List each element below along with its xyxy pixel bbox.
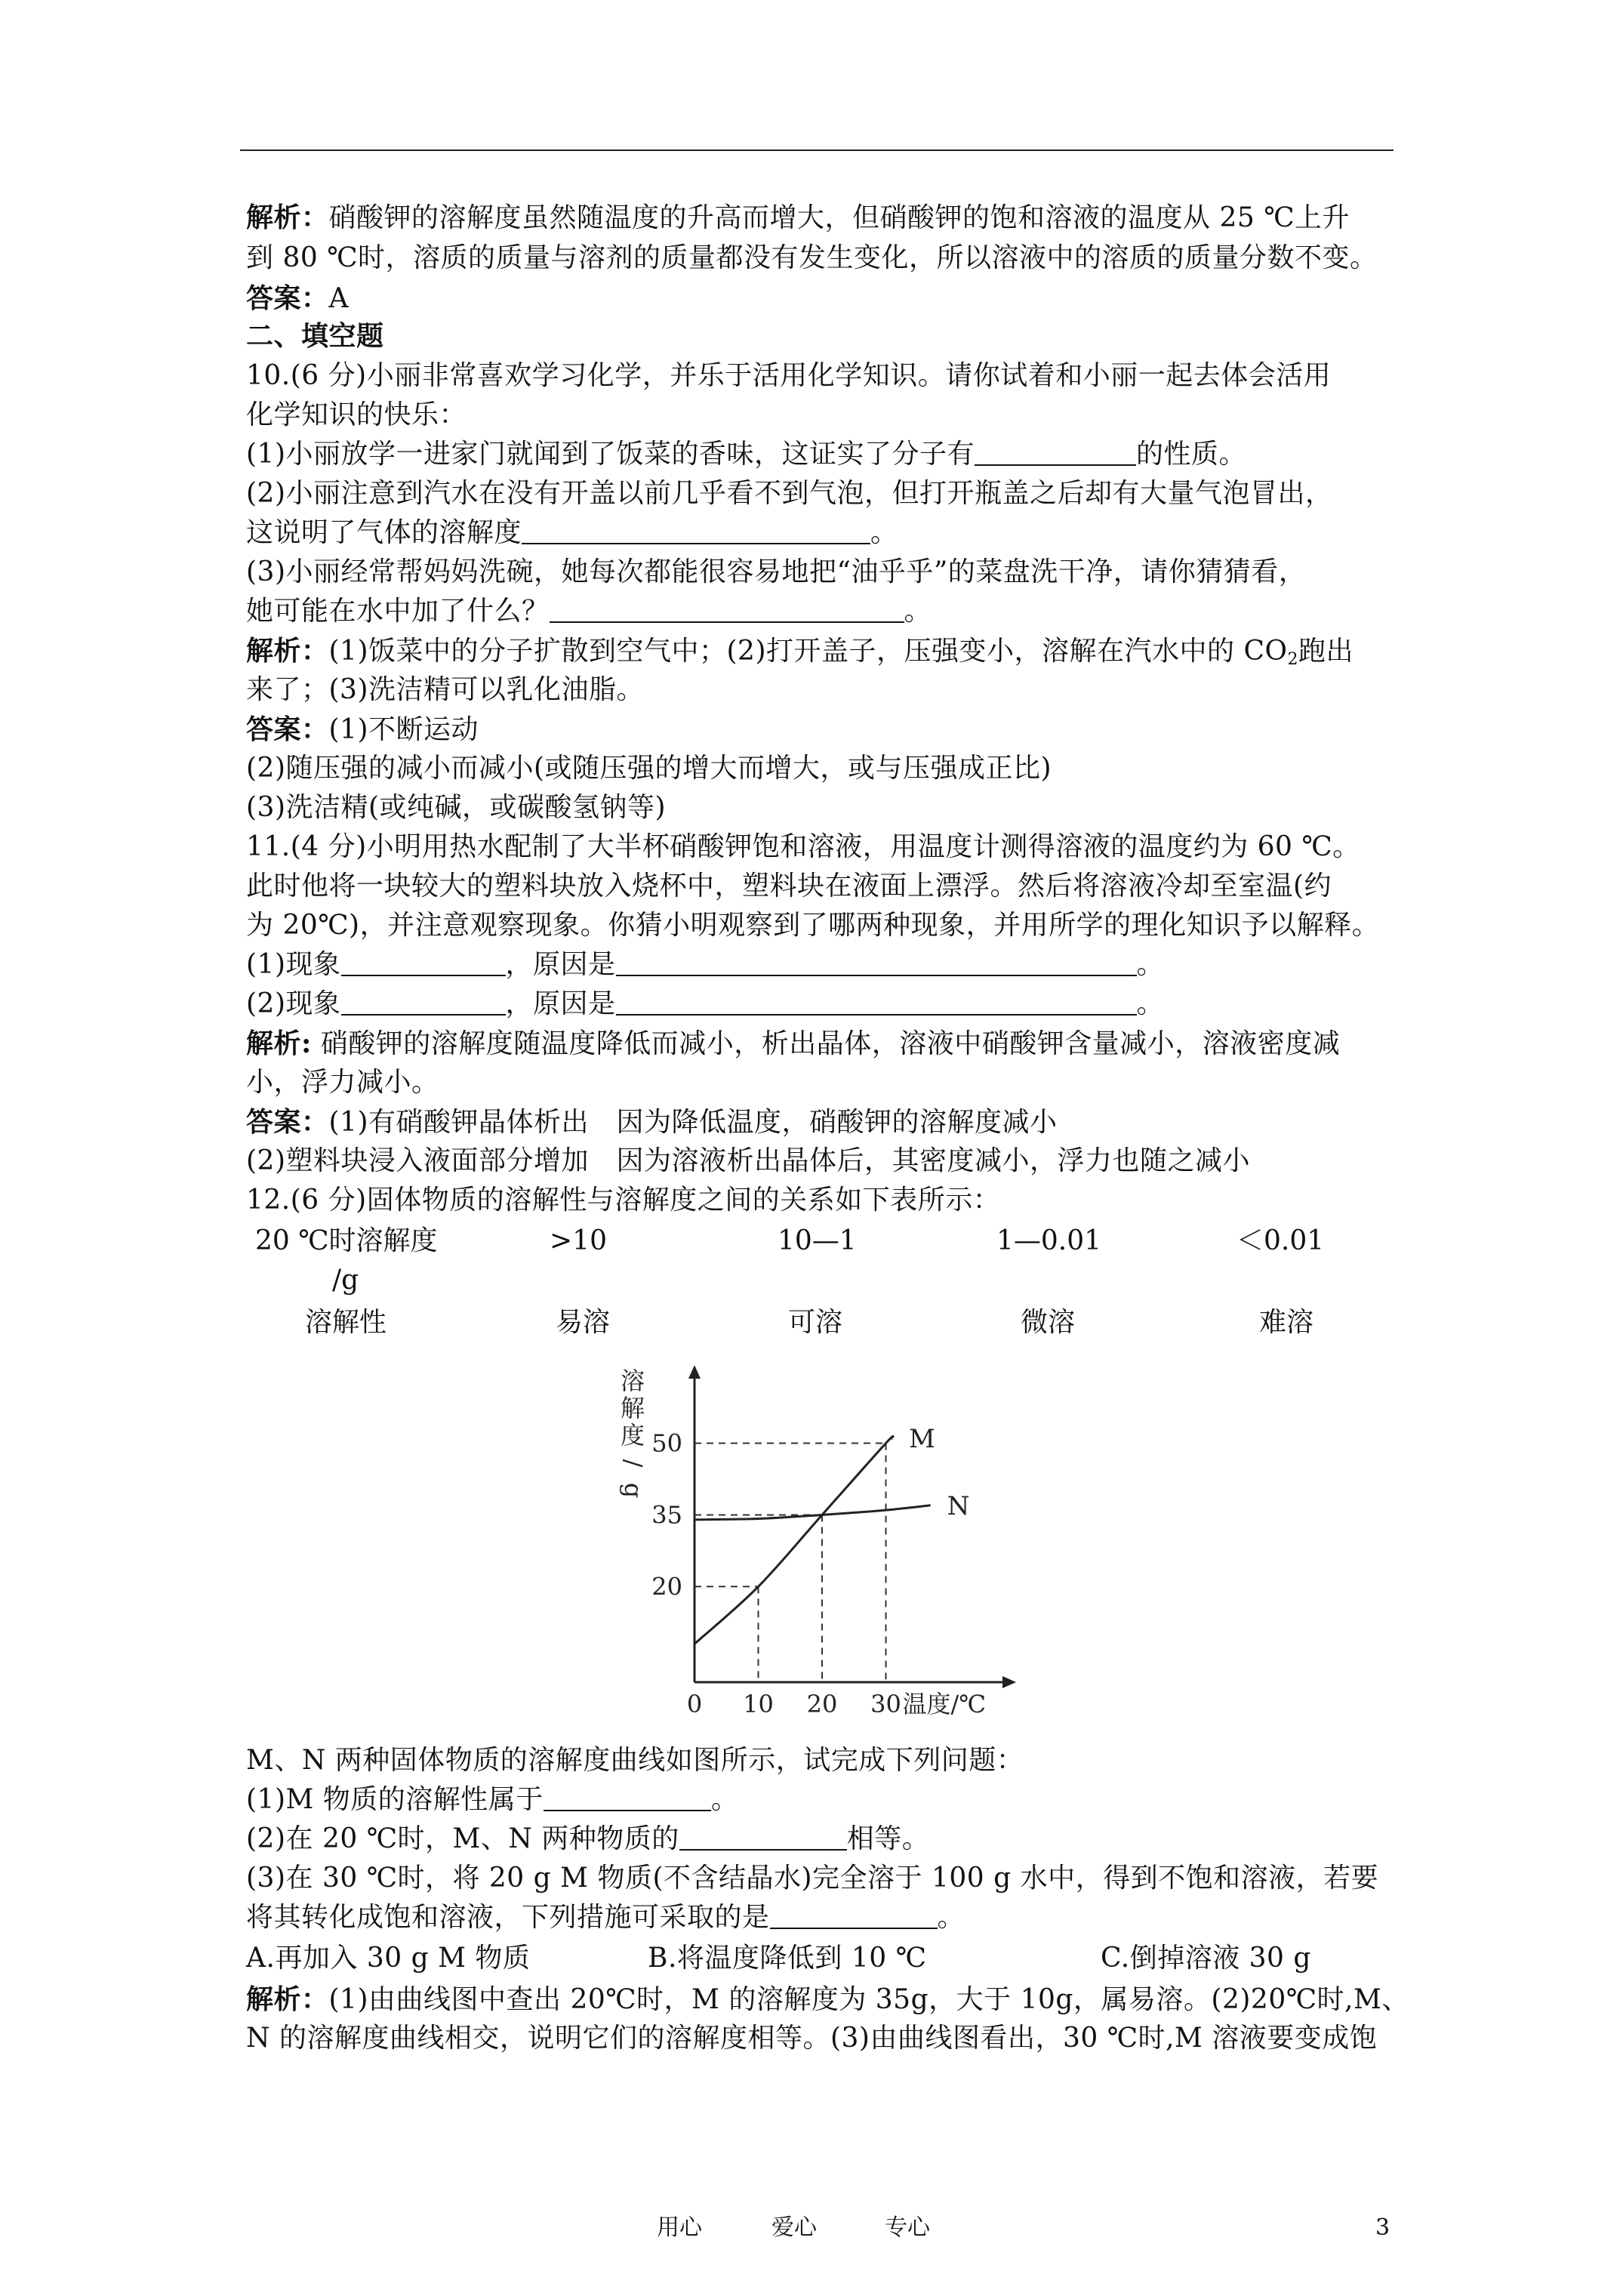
label: 解析： [246, 202, 329, 233]
text: ，原因是 [505, 949, 616, 980]
line [246, 871, 1332, 901]
line [246, 832, 1360, 862]
text: (2)现象 [246, 988, 341, 1019]
x-tick-label: 0 [686, 1690, 703, 1718]
text: 硝酸钾的溶解度虽然随温度的升高而增大，但硝酸钾的饱和溶液的温度从 25 ℃上升 [328, 202, 1350, 233]
text: 12.(6 分)固体物质的溶解性与溶解度之间的关系如下表所示： [246, 1185, 1001, 1216]
line [246, 2023, 1377, 2054]
text: 。 [1136, 988, 1165, 1019]
answer-blank[interactable] [544, 1787, 711, 1811]
line [246, 243, 1377, 273]
y-axis-label-char: 度 [620, 1421, 645, 1450]
table-row-label: 溶解性 [305, 1307, 387, 1338]
chart-guides [694, 1444, 886, 1683]
footer-item: 爱心 [771, 2214, 817, 2241]
line [246, 989, 1164, 1019]
label: 答案： [246, 282, 329, 314]
text: (1)有硝酸钾晶体析出 因为降低温度，硝酸钾的溶解度减小 [328, 1107, 1058, 1138]
answer-blank[interactable] [770, 1905, 938, 1929]
text: 。 [710, 1784, 739, 1815]
x-axis-label: 温度/℃ [902, 1690, 987, 1718]
answer-blank[interactable] [616, 952, 1137, 976]
text: 硝酸钾的溶解度随温度降低而减小，析出晶体，溶液中硝酸钾含量减小，溶液密度减 [311, 1028, 1341, 1059]
y-tick-label: 50 [651, 1428, 682, 1458]
x-tick-label: 30 [870, 1690, 901, 1718]
text: 化学知识的快乐： [246, 399, 467, 430]
text: A [328, 283, 350, 314]
text: (1)饭菜中的分子扩散到空气中；(2)打开盖子，压强变小，溶解在汽水中的 CO [328, 636, 1288, 667]
y-axis-label-char: 解 [620, 1394, 645, 1422]
text: (2)小丽注意到汽水在没有开盖以前几乎看不到气泡，但打开瓶盖之后却有大量气泡冒出， [246, 478, 1333, 509]
chart-series [694, 1436, 931, 1644]
table-cell: 易溶 [556, 1307, 611, 1338]
option-c: C.倒掉溶液 30 g [1101, 1943, 1311, 1974]
y-axis-arrow [688, 1365, 701, 1379]
line [246, 439, 1246, 470]
text: 为 20℃)，并注意观察现象。你猜小明观察到了哪两种现象，并用所学的理化知识予以解释。 [246, 910, 1380, 941]
text: (3)在 30 ℃时，将 20 g M 物质(不含结晶水)完全溶于 100 g 水中，得到不饱和溶液，若要 [246, 1863, 1379, 1894]
line [246, 793, 666, 823]
text: 将其转化成饱和溶液，下列措施可采取的是 [246, 1902, 770, 1933]
label: 解析： [246, 635, 329, 667]
text: 。 [937, 1902, 965, 1933]
text: 。 [870, 517, 898, 548]
line [246, 714, 479, 745]
text: 来了；(3)洗洁精可以乳化油脂。 [246, 674, 644, 705]
footer-item: 用心 [657, 2214, 702, 2241]
table-cell: 1—0.01 [996, 1225, 1102, 1256]
line [246, 557, 1306, 587]
line [246, 1146, 1250, 1176]
y-axis-label-char: g [619, 1482, 648, 1499]
option-b: B.将温度降低到 10 ℃ [648, 1943, 927, 1974]
line [246, 1107, 1058, 1138]
line [246, 1185, 1000, 1216]
line [246, 518, 898, 548]
text: 的性质。 [1136, 439, 1247, 470]
text: 11.(4 分)小明用热水配制了大半杯硝酸钾饱和溶液，用温度计测得溶液的温度约为 60 ℃。 [246, 831, 1360, 862]
y-tick-label: 20 [651, 1572, 682, 1601]
y-tick-label: 35 [651, 1500, 682, 1530]
text: (1)小丽放学一进家门就闻到了饭菜的香味，这证实了分子有 [246, 439, 975, 470]
solubility-chart [574, 1359, 1042, 1737]
line [246, 675, 644, 705]
text: 10.(6 分)小丽非常喜欢学习化学，并乐于活用化学知识。请你试着和小丽一起去体会活用 [246, 360, 1332, 391]
label: 解析： [246, 1983, 329, 2015]
text: (2)随压强的减小而减小(或随压强的增大而增大，或与压强成正比) [246, 753, 1052, 784]
line [246, 911, 1379, 941]
x-tick-label: 10 [743, 1690, 774, 1718]
y-axis-label-char: 溶 [620, 1367, 645, 1395]
page-number: 3 [1375, 2214, 1390, 2241]
subscript: 2 [1287, 650, 1299, 669]
line [246, 400, 467, 430]
text: (2)在 20 ℃时，M、N 两种物质的 [246, 1823, 679, 1854]
table-cell: ＜0.01 [1236, 1225, 1325, 1256]
line [246, 1785, 738, 1815]
text: ，原因是 [505, 988, 616, 1019]
text: 。 [904, 596, 932, 627]
header-rule [240, 149, 1394, 151]
text: (1)由曲线图中查出 20℃时，M 的溶解度为 35g，大于 10g，属易溶。(2)20℃时,M、 [328, 1984, 1409, 2015]
x-tick-label: 20 [806, 1690, 838, 1718]
line [246, 1746, 1024, 1776]
line [246, 202, 1350, 233]
line [246, 1028, 1340, 1059]
answer-blank[interactable] [616, 991, 1137, 1015]
y-axis-label-char: / [619, 1459, 648, 1468]
line [246, 1903, 965, 1933]
table-cell: 可溶 [788, 1307, 843, 1338]
table-cell: 难溶 [1259, 1307, 1314, 1338]
line [246, 1068, 439, 1098]
series-line-M [694, 1436, 893, 1644]
series-label-N: N [947, 1490, 970, 1521]
line [246, 1863, 1378, 1894]
text: 。 [1136, 949, 1165, 980]
line [246, 754, 1052, 784]
answer-blank[interactable] [341, 952, 506, 976]
text: M、N 两种固体物质的溶解度曲线如图所示，试完成下列问题： [246, 1745, 1024, 1776]
text: N 的溶解度曲线相交，说明它们的溶解度相等。(3)由曲线图看出，30 ℃时,M 溶液要变成饱 [246, 2023, 1378, 2054]
x-axis-arrow [1002, 1676, 1016, 1688]
chart-axes [688, 1365, 1016, 1688]
series-label-M: M [908, 1424, 935, 1455]
table-header-unit: /g [332, 1265, 359, 1296]
label: 二、填空题 [246, 320, 384, 352]
line [246, 1824, 929, 1854]
text: 此时他将一块较大的塑料块放入烧杯中，塑料块在液面上漂浮。然后将溶液冷却至室温(约 [246, 871, 1332, 901]
line [246, 1984, 1409, 2015]
table-cell: 微溶 [1021, 1307, 1076, 1338]
text: 到 80 ℃时，溶质的质量与溶剂的质量都没有发生变化，所以溶液中的溶质的质量分数不变。 [246, 242, 1378, 273]
text: (1)M 物质的溶解性属于 [246, 1784, 544, 1815]
text: 她可能在水中加了什么？ [246, 596, 550, 627]
footer-item: 专心 [885, 2214, 930, 2241]
table-cell: >10 [550, 1225, 607, 1256]
option-a: A.再加入 30 g M 物质 [246, 1943, 531, 1974]
options-line [246, 1943, 1311, 1974]
answer-blank[interactable] [975, 442, 1136, 466]
text: (2)塑料块浸入液面部分增加 因为溶液析出晶体后，其密度减小，浮力也随之减小 [246, 1145, 1250, 1176]
text: 相等。 [846, 1823, 930, 1854]
table-cell: 10—1 [778, 1225, 857, 1256]
line [246, 636, 1354, 675]
table-header-label: 20 ℃时溶解度 [255, 1225, 438, 1256]
text: 小，浮力减小。 [246, 1067, 439, 1098]
line [246, 361, 1331, 391]
answer-blank[interactable] [341, 991, 506, 1015]
line [246, 479, 1333, 509]
answer-blank[interactable] [679, 1826, 847, 1851]
text: 这说明了气体的溶解度 [246, 517, 522, 548]
series-line-N [694, 1505, 931, 1520]
text: (1)不断运动 [328, 714, 479, 745]
text: (3)洗洁精(或纯碱，或碳酸氢钠等) [246, 792, 667, 823]
line [246, 283, 349, 314]
answer-blank[interactable] [550, 599, 904, 623]
label: 答案： [246, 713, 329, 745]
label: 答案： [246, 1106, 329, 1138]
text: 跑出 [1298, 636, 1354, 667]
line [246, 950, 1164, 980]
text: (3)小丽经常帮妈妈洗碗，她每次都能很容易地把“油乎乎”的菜盘洗干净，请你猜猜看， [246, 556, 1307, 587]
section-heading [246, 321, 384, 352]
chart-labels [619, 1367, 986, 1718]
answer-blank[interactable] [522, 520, 870, 544]
label: 解析: [246, 1028, 312, 1059]
text: (1)现象 [246, 949, 341, 980]
line [246, 596, 932, 627]
